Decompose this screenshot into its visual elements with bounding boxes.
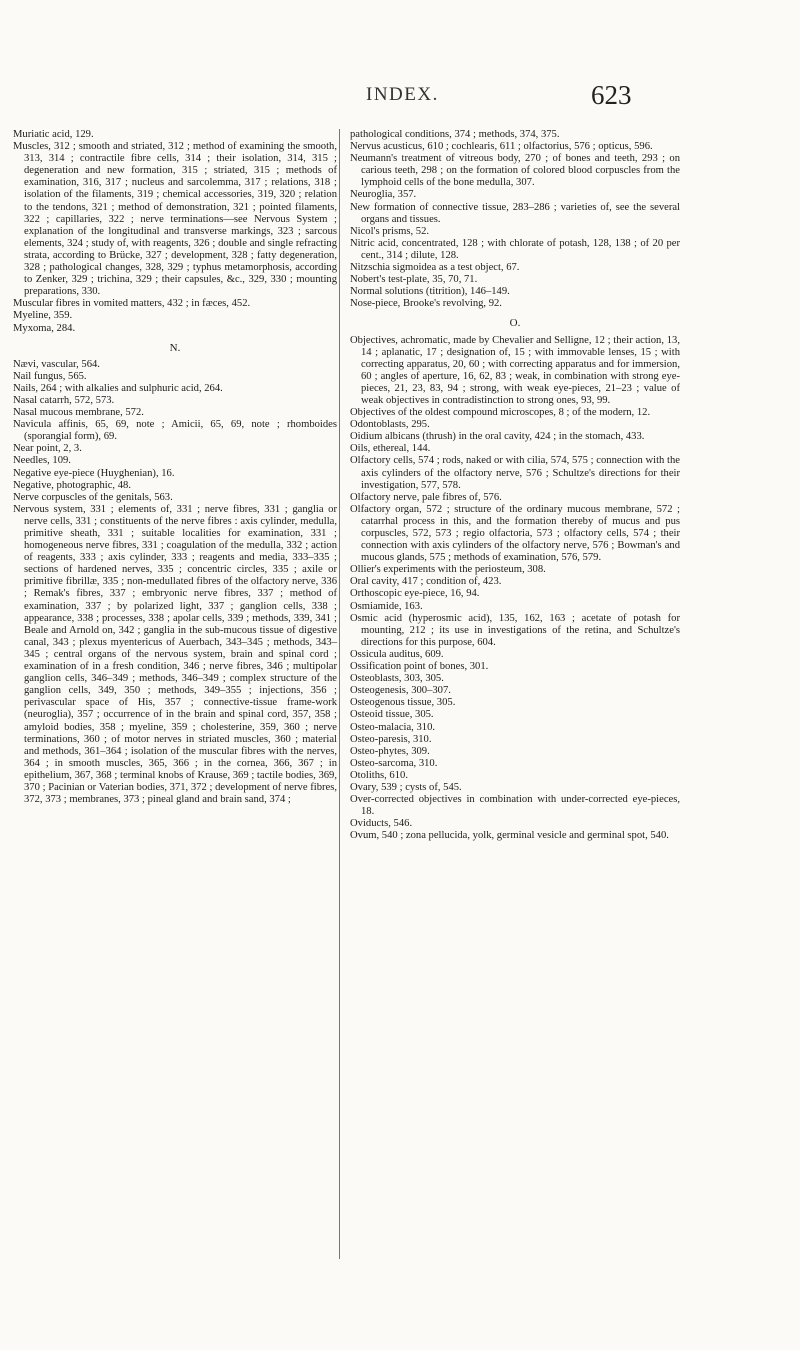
index-entry: New formation of connective tissue, 283–286 ; varieties of, see the several organs and tissues.: [350, 201, 680, 225]
index-entry: Ossicula auditus, 609.: [350, 648, 444, 660]
index-entry: Neumann's treatment of vitreous body, 270 ; of bones and teeth, 293 ; on carious teeth, 298 ; on the formation of colored blood corpuscles from the lymphoid cells of the bone medulla, 307.: [350, 153, 680, 189]
index-entry: Osmic acid (hyperosmic acid), 135, 162, 163 ; acetate of potash for mounting, 212 ; its use in investigations of the retina, and Schultze's directions for this purpose, 604.: [350, 612, 680, 648]
section-letter-heading: N.: [169, 341, 181, 354]
index-entry: Nitzschia sigmoidea as a test object, 67.: [350, 262, 520, 274]
index-entry: Nitric acid, concentrated, 128 ; with chlorate of potash, 128, 138 ; of 20 per cent., 314 ; dilute, 128.: [350, 237, 680, 261]
index-entry: Ovum, 540 ; zona pellucida, yolk, germinal vesicle and germinal spot, 540.: [350, 830, 669, 842]
index-entry: Muscles, 312 ; smooth and striated, 312 ; method of examining the smooth, 313, 314 ; contractile fibre cells, 314 ; their isolation, 314, 315 ; degeneration and new formation, 315 ; striated, 315 ; methods of examination, 316, 317 ; nucleus and sarcolemma, 317 ; relations, 318 ; isolation of the filaments, 319 ; chemical accessories, 319, 320 ; relation to the tendons, 321 ; method of demonstration, 321 ; pointed filaments, 322 ; capillaries, 322 ; nerve terminations—see Nervous System ; explanation of the longitudinal and transverse markings, 323 ; sarcous elements, 324 ; study of, with reagents, 326 ; double and single refracting strata, according to Brücke, 327 ; development, 328 ; fatty degeneration, 328 ; pathological changes, 328, 329 ; typhus metamorphosis, according to Zenker, 329 ; trichina, 329 ; their capsules, &c., 329, 330 ; mounting preparations, 330.: [13, 141, 337, 298]
index-entry: Nail fungus, 565.: [13, 370, 87, 382]
running-title: INDEX.: [366, 84, 439, 105]
index-entry: Muscular fibres in vomited matters, 432 ; in fæces, 452.: [13, 298, 251, 310]
index-entry: Over-corrected objectives in combination with under-corrected eye-pieces, 18.: [350, 794, 680, 818]
index-entry: Oidium albicans (thrush) in the oral cavity, 424 ; in the stomach, 433.: [350, 431, 645, 443]
index-entry: pathological conditions, 374 ; methods, 374, 375.: [350, 129, 560, 140]
index-entry: Nails, 264 ; with alkalies and sulphuric acid, 264.: [13, 382, 223, 394]
index-entry: Oils, ethereal, 144.: [350, 443, 431, 455]
index-entry: Nobert's test-plate, 35, 70, 71.: [350, 274, 478, 286]
index-entry: Nasal mucous membrane, 572.: [13, 407, 144, 419]
index-entry: Objectives, achromatic, made by Chevalier and Selligne, 12 ; their action, 13, 14 ; aplanatic, 17 ; designation of, 15 ; with immovable lenses, 15 ; with correcting apparatus, 20, 60 ; with correcting apparatus and for immersion, 60 ; angles of aperture, 16, 62, 83 ; weak, in combination with strong eye-pieces, 21, 23, 83, 94 ; strong, with weak eye-pieces, 21–23 ; value of weak objectives in contradistinction to strong ones, 93, 99.: [350, 334, 680, 406]
index-entry: Nervus acusticus, 610 ; cochlearis, 611 ; olfactorius, 576 ; opticus, 596.: [350, 141, 653, 153]
column-divider: [339, 129, 340, 1259]
index-entry: Osteoid tissue, 305.: [350, 709, 434, 721]
index-entry: Needles, 109.: [13, 455, 71, 467]
index-entry: Osteogenesis, 300–307.: [350, 685, 451, 697]
index-entry: Navicula affinis, 65, 69, note ; Amicii, 65, 69, note ; rhomboides (sporangial form), 69.: [13, 419, 337, 443]
index-entry: Neuroglia, 357.: [350, 189, 417, 201]
index-entry: Objectives of the oldest compound microscopes, 8 ; of the modern, 12.: [350, 407, 651, 419]
index-entry: Negative eye-piece (Huyghenian), 16.: [13, 467, 175, 479]
index-entry: Negative, photographic, 48.: [13, 479, 131, 491]
index-entry: Olfactory nerve, pale fibres of, 576.: [350, 491, 502, 503]
index-entry: Ovary, 539 ; cysts of, 545.: [350, 781, 462, 793]
index-entry: Osteo-paresis, 310.: [350, 733, 432, 745]
right-column: [350, 129, 680, 842]
index-entry: Oral cavity, 417 ; condition of, 423.: [350, 576, 502, 588]
index-entry: Myeline, 359.: [13, 310, 73, 322]
index-entry: Olfactory cells, 574 ; rods, naked or with cilia, 574, 575 ; connection with the axis cylinders of the olfactory nerve, 576 ; Schultze's directions for their investigation, 577, 578.: [350, 455, 680, 491]
index-entry: Osteogenous tissue, 305.: [350, 697, 456, 709]
index-entry: Osteo-sarcoma, 310.: [350, 757, 438, 769]
index-entry: Osteo-malacia, 310.: [350, 721, 436, 733]
index-entry: Nose-piece, Brooke's revolving, 92.: [350, 298, 502, 310]
index-entry: Normal solutions (titrition), 146–149.: [350, 286, 510, 298]
index-entry: Ollier's experiments with the periosteum, 308.: [350, 564, 546, 576]
index-entry: Ossification point of bones, 301.: [350, 661, 489, 673]
index-entry: Nævi, vascular, 564.: [13, 358, 100, 370]
index-entry: Myxoma, 284.: [13, 322, 76, 334]
index-entry: Nervous system, 331 ; elements of, 331 ; nerve fibres, 331 ; ganglia or nerve cells, 331 ; constituents of the nerve fibres : axis cylinder, medulla, primitive sheath, 331 ; suitable localities for examination, 331 ; homogeneous nerve fibres, 331 ; coagulation of the medulla, 332 ; action of reagents, 333 ; axis cylinder, 333 ; reagents and media, 333–335 ; sections of hardened nerves, 335 ; concentric circles, 335 ; axile or primitive fibrillæ, 335 ; non-medullated fibres of the olfactory nerve, 336 ; Remak's fibres, 337 ; embryonic nerve fibres, 337 ; method of examination, 337 ; by polarized light, 337 ; ganglion cells, 338 ; appearance, 338 ; processes, 338 ; apolar cells, 339 ; methods, 339, 341 ; Beale and Arnold on, 342 ; ganglia in the sub-mucous tissue of digestive canal, 343 ; plexus myentericus of Auerbach, 343–345 ; methods, 343–345 ; central organs of the nervous system, brain and spinal cord ; examination of in a fresh condition, 346 ; nerve fibres, 346 ; multipolar ganglion cells, 346–349 ; methods, 346–349 ; complex structure of the ganglion cells, 349, 350 ; methods, 349–355 ; injections, 356 ; perivascular space of His, 357 ; connective-tissue frame-work (neuroglia), 357 ; occurrence of in the brain and spinal cord, 357, 358 ; amyloid bodies, 358 ; myeline, 359 ; cholesterine, 359, 360 ; nerve terminations, 360 ; of motor nerves in striated muscles, 360 ; material and methods, 361–364 ; isolation of the muscular fibres with the nerves, 364 ; in smooth muscles, 365, 366 ; in the cornea, 366, 367 ; in epithelium, 367, 368 ; terminal knobs of Krause, 369 ; tactile bodies, 369, 370 ; Pacinian or Vaterian bodies, 371, 372 ; development of nerve fibres, 372, 373 ; membranes, 373 ; pineal gland and brain sand, 374 ;: [13, 503, 337, 806]
index-entry: Odontoblasts, 295.: [350, 419, 430, 431]
index-entry: Nicol's prisms, 52.: [350, 225, 430, 237]
index-entry: Osmiamide, 163.: [350, 600, 423, 612]
page-header: [0, 80, 800, 124]
index-entry: Nerve corpuscles of the genitals, 563.: [13, 491, 173, 503]
index-entry: Osteo-phytes, 309.: [350, 745, 430, 757]
index-entry: Osteoblasts, 303, 305.: [350, 673, 444, 685]
page-number: 623: [591, 80, 632, 110]
left-column: [13, 129, 337, 806]
index-entry: Oviducts, 546.: [350, 818, 413, 830]
index-entry: Orthoscopic eye-piece, 16, 94.: [350, 588, 480, 600]
index-entry: Near point, 2, 3.: [13, 443, 82, 455]
index-entry: Muriatic acid, 129.: [13, 129, 94, 140]
index-entry: Olfactory organ, 572 ; structure of the ordinary mucous membrane, 572 ; catarrhal process in this, and the formation thereby of mucus and pus corpuscles, 572, 573 ; regio olfactoria, 573 ; olfactory cells, 574 ; their connection with axis cylinders of the olfactory nerve, 576 ; Bowman's and mucous glands, 575 ; methods of examination, 576, 579.: [350, 503, 680, 564]
section-letter-heading: O.: [509, 317, 521, 330]
index-entry: Nasal catarrh, 572, 573.: [13, 394, 115, 406]
index-entry: Otoliths, 610.: [350, 769, 408, 781]
